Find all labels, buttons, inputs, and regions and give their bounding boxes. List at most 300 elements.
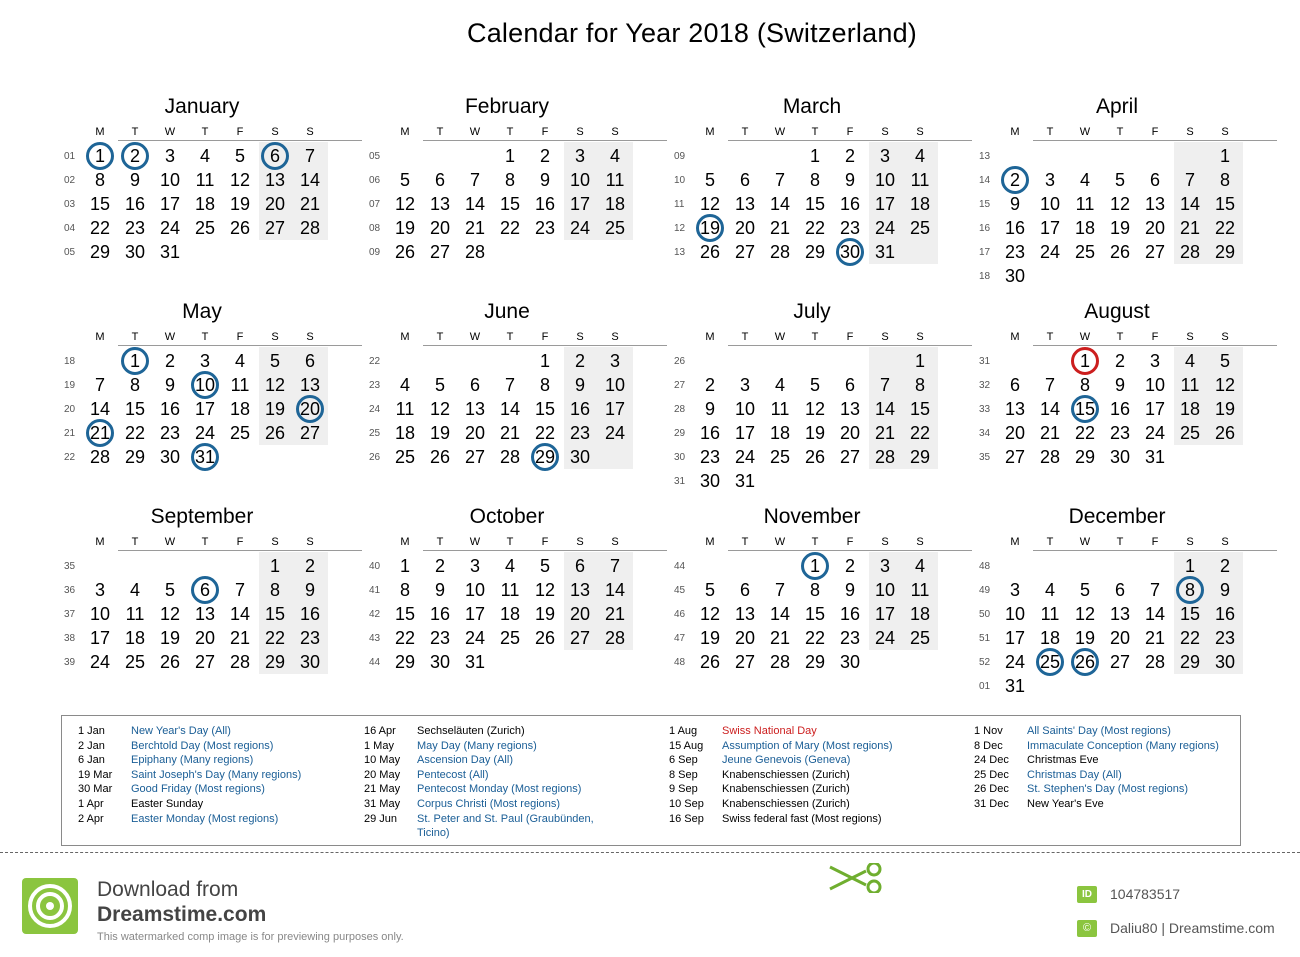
day-cell: 24 [874,218,896,238]
day-cell: 14 [769,604,791,624]
header-divider [1033,345,1277,346]
day-cell: 12 [159,604,181,624]
day-cell: 27 [734,242,756,262]
holiday-name: Saint Joseph's Day (Many regions) [131,768,302,781]
week-number: 33 [979,404,991,415]
week-number: 01 [979,681,991,692]
day-cell: 7 [1044,375,1055,395]
download-line1: Download from [97,878,239,901]
day-cell: 2 [539,146,550,166]
day-cell: 6 [269,146,280,166]
weekday-header: T [1116,331,1124,343]
day-cell: 9 [434,580,445,600]
day-cell: 28 [769,242,791,262]
day-cell: 10 [464,580,486,600]
header-divider [423,550,667,551]
day-cell: 20 [194,628,216,648]
day-cell: 14 [464,194,486,214]
day-cell: 31 [194,447,216,467]
day-cell: 20 [1004,423,1026,443]
weekday-header: S [1186,126,1194,138]
day-cell: 16 [839,604,861,624]
day-cell: 3 [879,556,890,576]
day-cell: 12 [1109,194,1131,214]
day-cell: 12 [804,399,826,419]
day-cell: 25 [194,218,216,238]
weekday-header: F [236,126,244,138]
weekday-header: M [400,536,410,548]
day-cell: 10 [1004,604,1026,624]
day-cell: 4 [609,146,620,166]
week-number: 12 [674,223,686,234]
week-number: 18 [64,356,76,367]
day-cell: 14 [499,399,521,419]
day-cell: 6 [434,170,445,190]
day-cell: 4 [1079,170,1090,190]
day-cell: 31 [464,652,486,672]
weekday-header: S [306,536,314,548]
header-divider [728,345,972,346]
holiday-date: 16 Sep [669,812,704,825]
day-cell: 19 [394,218,416,238]
header-divider [118,140,362,141]
day-cell: 24 [734,447,756,467]
holiday-name: Christmas Day (All) [1027,768,1122,781]
weekday-header: M [705,126,715,138]
day-cell: 11 [125,604,145,624]
day-cell: 1 [269,556,280,576]
weekday-header: M [95,536,105,548]
day-cell: 25 [909,218,931,238]
week-number: 35 [979,452,991,463]
day-cell: 2 [1114,351,1125,371]
holiday-date: 6 Sep [669,754,698,767]
copyright-icon: © [1077,920,1097,937]
holiday-name: Swiss National Day [722,725,817,737]
week-number: 20 [64,404,76,415]
week-number: 13 [979,151,991,162]
day-cell: 26 [429,447,451,467]
day-cell: 13 [264,170,286,190]
day-cell: 4 [1184,351,1195,371]
day-cell: 23 [1109,423,1131,443]
month-name: April [1095,95,1138,118]
day-cell: 3 [879,146,890,166]
day-cell: 9 [844,580,855,600]
day-cell: 9 [164,375,175,395]
week-number: 25 [369,428,381,439]
holiday-name: Ascension Day (All) [417,754,513,767]
week-number: 10 [674,175,686,186]
day-cell: 20 [299,399,321,419]
day-cell: 18 [499,604,521,624]
day-cell: 3 [164,146,175,166]
day-cell: 19 [1214,399,1236,419]
weekday-header: F [236,331,244,343]
day-cell: 30 [159,447,181,467]
day-cell: 3 [1149,351,1160,371]
day-cell: 4 [774,375,785,395]
week-number: 41 [369,585,381,596]
holiday-name: St. Stephen's Day (Most regions) [1027,783,1189,796]
day-cell: 25 [1039,652,1061,672]
day-cell: 5 [809,375,820,395]
week-number: 44 [369,657,381,668]
day-cell: 24 [159,218,181,238]
holiday-date: 21 May [364,783,401,796]
day-cell: 25 [604,218,626,238]
weekday-header: F [541,331,549,343]
day-cell: 10 [194,375,216,395]
day-cell: 18 [1039,628,1061,648]
day-cell: 26 [264,423,286,443]
day-cell: 28 [464,242,486,262]
day-cell: 31 [734,471,756,491]
weekday-header: T [741,126,749,138]
day-cell: 11 [395,399,415,419]
holiday-name: Knabenschiessen (Zurich) [722,783,850,796]
week-number: 03 [64,199,76,210]
holiday-date: 10 Sep [669,797,704,810]
day-cell: 11 [770,399,790,419]
day-cell: 13 [299,375,321,395]
weekday-header: W [469,536,481,548]
day-cell: 4 [129,580,140,600]
day-cell: 5 [704,170,715,190]
weekday-header: W [1079,331,1091,343]
day-cell: 29 [804,652,826,672]
weekday-header: T [506,536,514,548]
day-cell: 18 [909,604,931,624]
day-cell: 19 [1109,218,1131,238]
day-cell: 22 [264,628,286,648]
day-cell: 20 [734,218,756,238]
day-cell: 30 [839,652,861,672]
day-cell: 10 [874,580,896,600]
day-cell: 19 [699,628,721,648]
day-cell: 24 [874,628,896,648]
day-cell: 16 [159,399,181,419]
day-cell: 24 [89,652,111,672]
week-number: 26 [369,452,381,463]
week-number: 32 [979,380,991,391]
day-cell: 25 [1179,423,1201,443]
day-cell: 21 [1144,628,1166,648]
holiday-date: 24 Dec [974,754,1009,767]
week-number: 05 [369,151,381,162]
week-number: 34 [979,428,991,439]
day-cell: 24 [1144,423,1166,443]
day-cell: 11 [605,170,625,190]
holiday-name: Swiss federal fast (Most regions) [722,812,882,825]
week-number: 39 [64,657,76,668]
day-cell: 25 [499,628,521,648]
day-cell: 27 [569,628,591,648]
day-cell: 9 [1219,580,1230,600]
day-cell: 28 [1039,447,1061,467]
header-divider [1033,550,1277,551]
day-cell: 26 [804,447,826,467]
day-cell: 21 [604,604,626,624]
day-cell: 14 [229,604,251,624]
weekday-header: S [611,126,619,138]
day-cell: 15 [804,194,826,214]
day-cell: 20 [569,604,591,624]
day-cell: 18 [604,194,626,214]
day-cell: 5 [1219,351,1230,371]
day-cell: 12 [1214,375,1236,395]
day-cell: 15 [804,604,826,624]
day-cell: 6 [199,580,210,600]
day-cell: 26 [699,652,721,672]
month-name: February [464,95,550,118]
weekday-header: T [811,536,819,548]
day-cell: 10 [159,170,181,190]
weekday-header: W [164,536,176,548]
day-cell: 16 [534,194,556,214]
day-cell: 9 [574,375,585,395]
week-number: 50 [979,609,991,620]
day-cell: 7 [1149,580,1160,600]
week-number: 31 [979,356,991,367]
day-cell: 5 [704,580,715,600]
day-cell: 22 [89,218,111,238]
day-cell: 9 [1009,194,1020,214]
day-cell: 30 [699,471,721,491]
weekday-header: S [611,331,619,343]
holiday-name: Assumption of Mary (Most regions) [722,739,893,752]
day-cell: 3 [739,375,750,395]
holiday-date: 10 May [364,754,401,767]
day-cell: 27 [839,447,861,467]
weekday-header: S [271,331,279,343]
weekday-header: S [1221,126,1229,138]
day-cell: 5 [1114,170,1125,190]
weekday-header: F [846,126,854,138]
day-cell: 7 [94,375,105,395]
weekday-header: W [774,126,786,138]
day-cell: 22 [124,423,146,443]
weekday-header: M [95,331,105,343]
holiday-name: Christmas Eve [1027,754,1099,767]
day-cell: 13 [734,194,756,214]
holiday-name: Epiphany (Many regions) [131,754,254,767]
day-cell: 7 [234,580,245,600]
weekday-header: T [1116,126,1124,138]
day-cell: 12 [699,194,721,214]
day-cell: 5 [1079,580,1090,600]
day-cell: 8 [504,170,515,190]
day-cell: 8 [809,170,820,190]
day-cell: 3 [609,351,620,371]
holiday-date: 8 Dec [974,739,1003,752]
week-number: 27 [674,380,686,391]
header-divider [423,345,667,346]
scissors-icon [826,863,888,898]
day-cell: 11 [195,170,215,190]
day-cell: 14 [89,399,111,419]
weekday-header: T [436,536,444,548]
day-cell: 1 [809,556,820,576]
weekday-header: M [1010,331,1020,343]
weekday-header: M [400,126,410,138]
weekday-header: T [506,331,514,343]
day-cell: 20 [839,423,861,443]
day-cell: 21 [1179,218,1201,238]
holiday-name: Good Friday (Most regions) [131,783,265,796]
day-cell: 20 [264,194,286,214]
day-cell: 30 [124,242,146,262]
day-cell: 11 [230,375,250,395]
day-cell: 8 [914,375,925,395]
month-name: August [1084,300,1150,323]
holiday-date: 1 May [364,739,394,752]
day-cell: 23 [569,423,591,443]
week-number: 22 [369,356,381,367]
day-cell: 26 [699,242,721,262]
week-number: 09 [369,247,381,258]
day-cell: 8 [399,580,410,600]
day-cell: 12 [229,170,251,190]
day-cell: 19 [264,399,286,419]
weekday-header: W [1079,126,1091,138]
day-cell: 8 [539,375,550,395]
day-cell: 20 [734,628,756,648]
day-cell: 9 [304,580,315,600]
day-cell: 6 [574,556,585,576]
weekday-header: S [1221,331,1229,343]
day-cell: 21 [1039,423,1061,443]
day-cell: 21 [464,218,486,238]
week-number: 04 [64,223,76,234]
day-cell: 3 [1009,580,1020,600]
week-number: 05 [64,247,76,258]
week-number: 02 [64,175,76,186]
day-cell: 13 [1109,604,1131,624]
day-cell: 22 [1074,423,1096,443]
day-cell: 4 [1044,580,1055,600]
day-cell: 26 [534,628,556,648]
holiday-legend [61,715,1241,846]
day-cell: 28 [1179,242,1201,262]
holiday-date: 16 Apr [364,725,396,737]
day-cell: 13 [839,399,861,419]
weekday-header: M [1010,126,1020,138]
day-cell: 4 [504,556,515,576]
day-cell: 25 [1074,242,1096,262]
week-number: 42 [369,609,381,620]
day-cell: 20 [464,423,486,443]
day-cell: 29 [1179,652,1201,672]
day-cell: 24 [604,423,626,443]
day-cell: 11 [1040,604,1060,624]
day-cell: 17 [89,628,111,648]
day-cell: 16 [124,194,146,214]
weekday-header: S [881,536,889,548]
day-cell: 16 [569,399,591,419]
day-cell: 28 [499,447,521,467]
day-cell: 7 [609,556,620,576]
day-cell: 26 [1214,423,1236,443]
day-cell: 2 [434,556,445,576]
day-cell: 14 [604,580,626,600]
day-cell: 13 [569,580,591,600]
header-divider [728,550,972,551]
header-divider [423,140,667,141]
day-cell: 1 [914,351,925,371]
day-cell: 15 [124,399,146,419]
week-number: 46 [674,609,686,620]
week-number: 31 [674,476,686,487]
weekday-header: T [201,331,209,343]
weekday-header: T [741,536,749,548]
weekday-header: M [400,331,410,343]
header-divider [118,550,362,551]
day-cell: 23 [534,218,556,238]
holiday-date: 1 Apr [78,797,104,810]
day-cell: 31 [1004,676,1026,696]
weekday-header: S [881,126,889,138]
day-cell: 13 [734,604,756,624]
day-cell: 29 [89,242,111,262]
day-cell: 23 [159,423,181,443]
day-cell: 4 [914,146,925,166]
day-cell: 6 [739,170,750,190]
day-cell: 10 [734,399,756,419]
day-cell: 13 [194,604,216,624]
month-name: July [793,300,831,323]
day-cell: 5 [539,556,550,576]
day-cell: 14 [1144,604,1166,624]
download-line2[interactable]: Dreamstime.com [97,903,267,926]
day-cell: 3 [574,146,585,166]
weekday-header: M [705,536,715,548]
day-cell: 26 [229,218,251,238]
day-cell: 6 [844,375,855,395]
day-cell: 29 [394,652,416,672]
weekday-header: T [436,126,444,138]
holiday-date: 6 Jan [78,754,105,767]
weekday-header: T [1046,126,1054,138]
day-cell: 28 [89,447,111,467]
day-cell: 22 [804,218,826,238]
weekday-header: S [611,536,619,548]
day-cell: 4 [234,351,245,371]
day-cell: 25 [394,447,416,467]
day-cell: 30 [1004,266,1026,286]
day-cell: 15 [534,399,556,419]
day-cell: 18 [394,423,416,443]
day-cell: 28 [604,628,626,648]
weekday-header: T [506,126,514,138]
holiday-date: 2 Apr [78,812,104,825]
day-cell: 5 [269,351,280,371]
day-cell: 30 [429,652,451,672]
day-cell: 29 [124,447,146,467]
day-cell: 17 [194,399,216,419]
day-cell: 18 [1074,218,1096,238]
holiday-name: Jeune Genevois (Geneva) [722,754,851,767]
weekday-header: T [1046,331,1054,343]
dreamstime-spiral-icon [22,878,78,934]
day-cell: 19 [429,423,451,443]
watermark-footer [0,858,1300,957]
week-number: 37 [64,609,76,620]
day-cell: 30 [1109,447,1131,467]
holiday-name: Pentecost (All) [417,768,489,781]
holiday-name: Sechseläuten (Zurich) [417,725,525,737]
day-cell: 21 [769,218,791,238]
